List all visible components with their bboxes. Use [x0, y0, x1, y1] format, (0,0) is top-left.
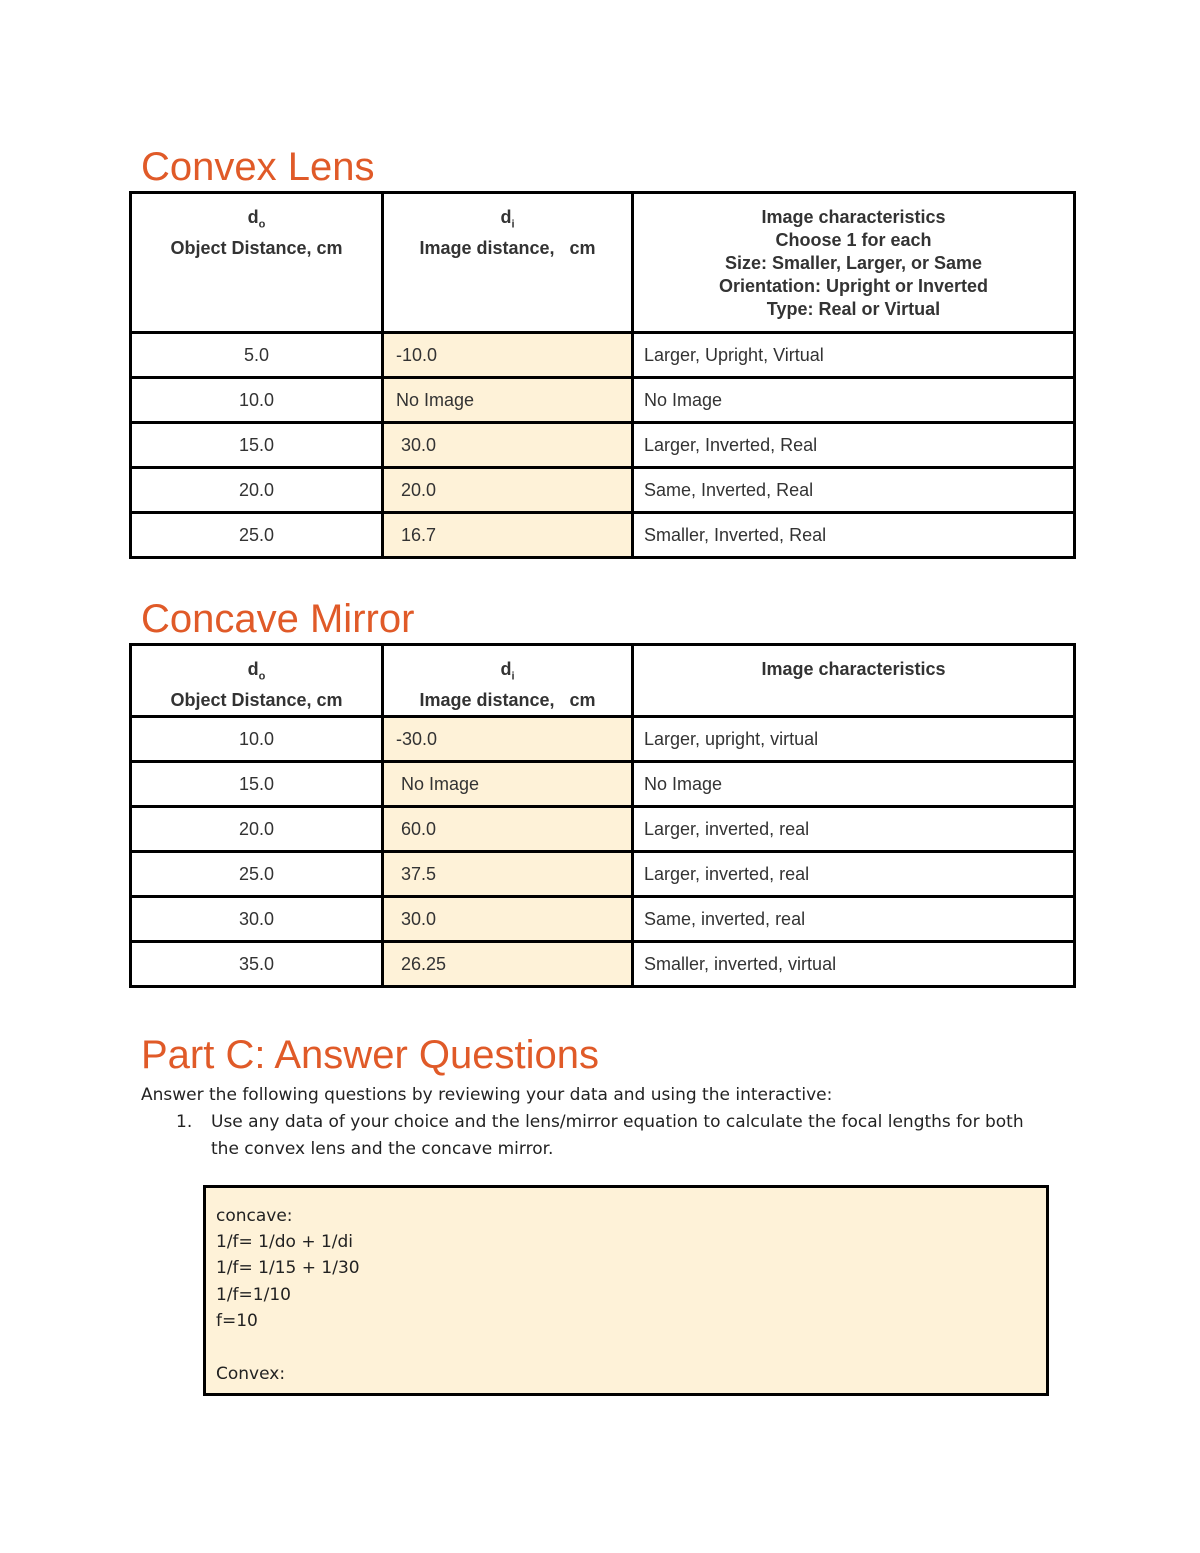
table-row: [131, 333, 1075, 378]
concave-mirror-title: Concave Mirror: [141, 597, 415, 641]
table-row: [131, 942, 1075, 987]
image-characteristics-cell: Larger, Upright, Virtual: [633, 333, 1075, 378]
image-distance-cell[interactable]: 16.7: [383, 513, 633, 558]
instructions-text: Answer the following questions by reviewing your data and using the interactive:: [141, 1085, 833, 1105]
table-row: [131, 717, 1075, 762]
object-distance-cell: 10.0: [131, 378, 383, 423]
question-text: Use any data of your choice and the lens/mirror equation to calculate the focal lengths for both the convex lens and the concave mirror.: [211, 1112, 1024, 1159]
table-row: [131, 762, 1075, 807]
object-distance-cell: 30.0: [131, 897, 383, 942]
answer-line: 1/f= 1/15 + 1/30: [216, 1258, 360, 1278]
question-number: 1.: [176, 1112, 193, 1132]
answer-line: Convex:: [216, 1364, 286, 1384]
image-distance-header: $d_i$ Image distance, cm: [383, 645, 633, 717]
object-distance-cell: 35.0: [131, 942, 383, 987]
image-distance-cell[interactable]: -10.0: [383, 333, 633, 378]
answer-box[interactable]: [203, 1185, 1049, 1396]
object-distance-header: $d_o$ Object Distance, cm: [131, 193, 383, 333]
image-distance-cell[interactable]: 20.0: [383, 468, 633, 513]
concave-mirror-table: [129, 643, 1076, 988]
object-distance-header: $d_o$ Object Distance, cm: [131, 645, 383, 717]
image-distance-cell[interactable]: No Image: [383, 762, 633, 807]
image-distance-cell[interactable]: 26.25: [383, 942, 633, 987]
image-characteristics-cell: Larger, upright, virtual: [633, 717, 1075, 762]
image-distance-cell[interactable]: -30.0: [383, 717, 633, 762]
part-c-title: Part C: Answer Questions: [141, 1033, 599, 1077]
image-distance-cell[interactable]: No Image: [383, 378, 633, 423]
table-row: [131, 423, 1075, 468]
table-row: [131, 807, 1075, 852]
object-distance-cell: 15.0: [131, 423, 383, 468]
convex-lens-title: Convex Lens: [141, 145, 375, 189]
answer-line: f=10: [216, 1311, 258, 1331]
image-distance-header: $d_i$ Image distance, cm: [383, 193, 633, 333]
image-characteristics-cell: No Image: [633, 762, 1075, 807]
object-distance-cell: 5.0: [131, 333, 383, 378]
object-distance-cell: 10.0: [131, 717, 383, 762]
table-row: [131, 897, 1075, 942]
image-distance-cell[interactable]: 30.0: [383, 423, 633, 468]
question-1: [176, 1109, 1056, 1163]
image-characteristics-cell: Same, inverted, real: [633, 897, 1075, 942]
answer-line: 1/f= 1/do + 1/di: [216, 1232, 354, 1252]
image-characteristics-cell: Larger, Inverted, Real: [633, 423, 1075, 468]
table-row: [131, 378, 1075, 423]
object-distance-cell: 20.0: [131, 468, 383, 513]
image-characteristics-header: Image characteristics: [633, 645, 1075, 717]
image-distance-cell[interactable]: 60.0: [383, 807, 633, 852]
table-row: [131, 513, 1075, 558]
table-header-row: [131, 645, 1075, 717]
convex-lens-table: [129, 191, 1076, 559]
table-row: [131, 852, 1075, 897]
image-distance-cell[interactable]: 37.5: [383, 852, 633, 897]
image-characteristics-cell: Same, Inverted, Real: [633, 468, 1075, 513]
table-header-row: [131, 193, 1075, 333]
image-characteristics-cell: Smaller, inverted, virtual: [633, 942, 1075, 987]
object-distance-cell: 15.0: [131, 762, 383, 807]
image-characteristics-cell: No Image: [633, 378, 1075, 423]
image-characteristics-cell: Larger, inverted, real: [633, 807, 1075, 852]
object-distance-cell: 25.0: [131, 852, 383, 897]
object-distance-cell: 20.0: [131, 807, 383, 852]
image-distance-cell[interactable]: 30.0: [383, 897, 633, 942]
table-row: [131, 468, 1075, 513]
image-characteristics-cell: Larger, inverted, real: [633, 852, 1075, 897]
image-characteristics-header: Image characteristics Choose 1 for each Size: Smaller, Larger, or Same Orientation: Upright or Inverted Type: Real or Virtual: [633, 193, 1075, 333]
object-distance-cell: 25.0: [131, 513, 383, 558]
answer-line: concave:: [216, 1206, 293, 1226]
image-characteristics-cell: Smaller, Inverted, Real: [633, 513, 1075, 558]
answer-line: 1/f=1/10: [216, 1285, 291, 1305]
